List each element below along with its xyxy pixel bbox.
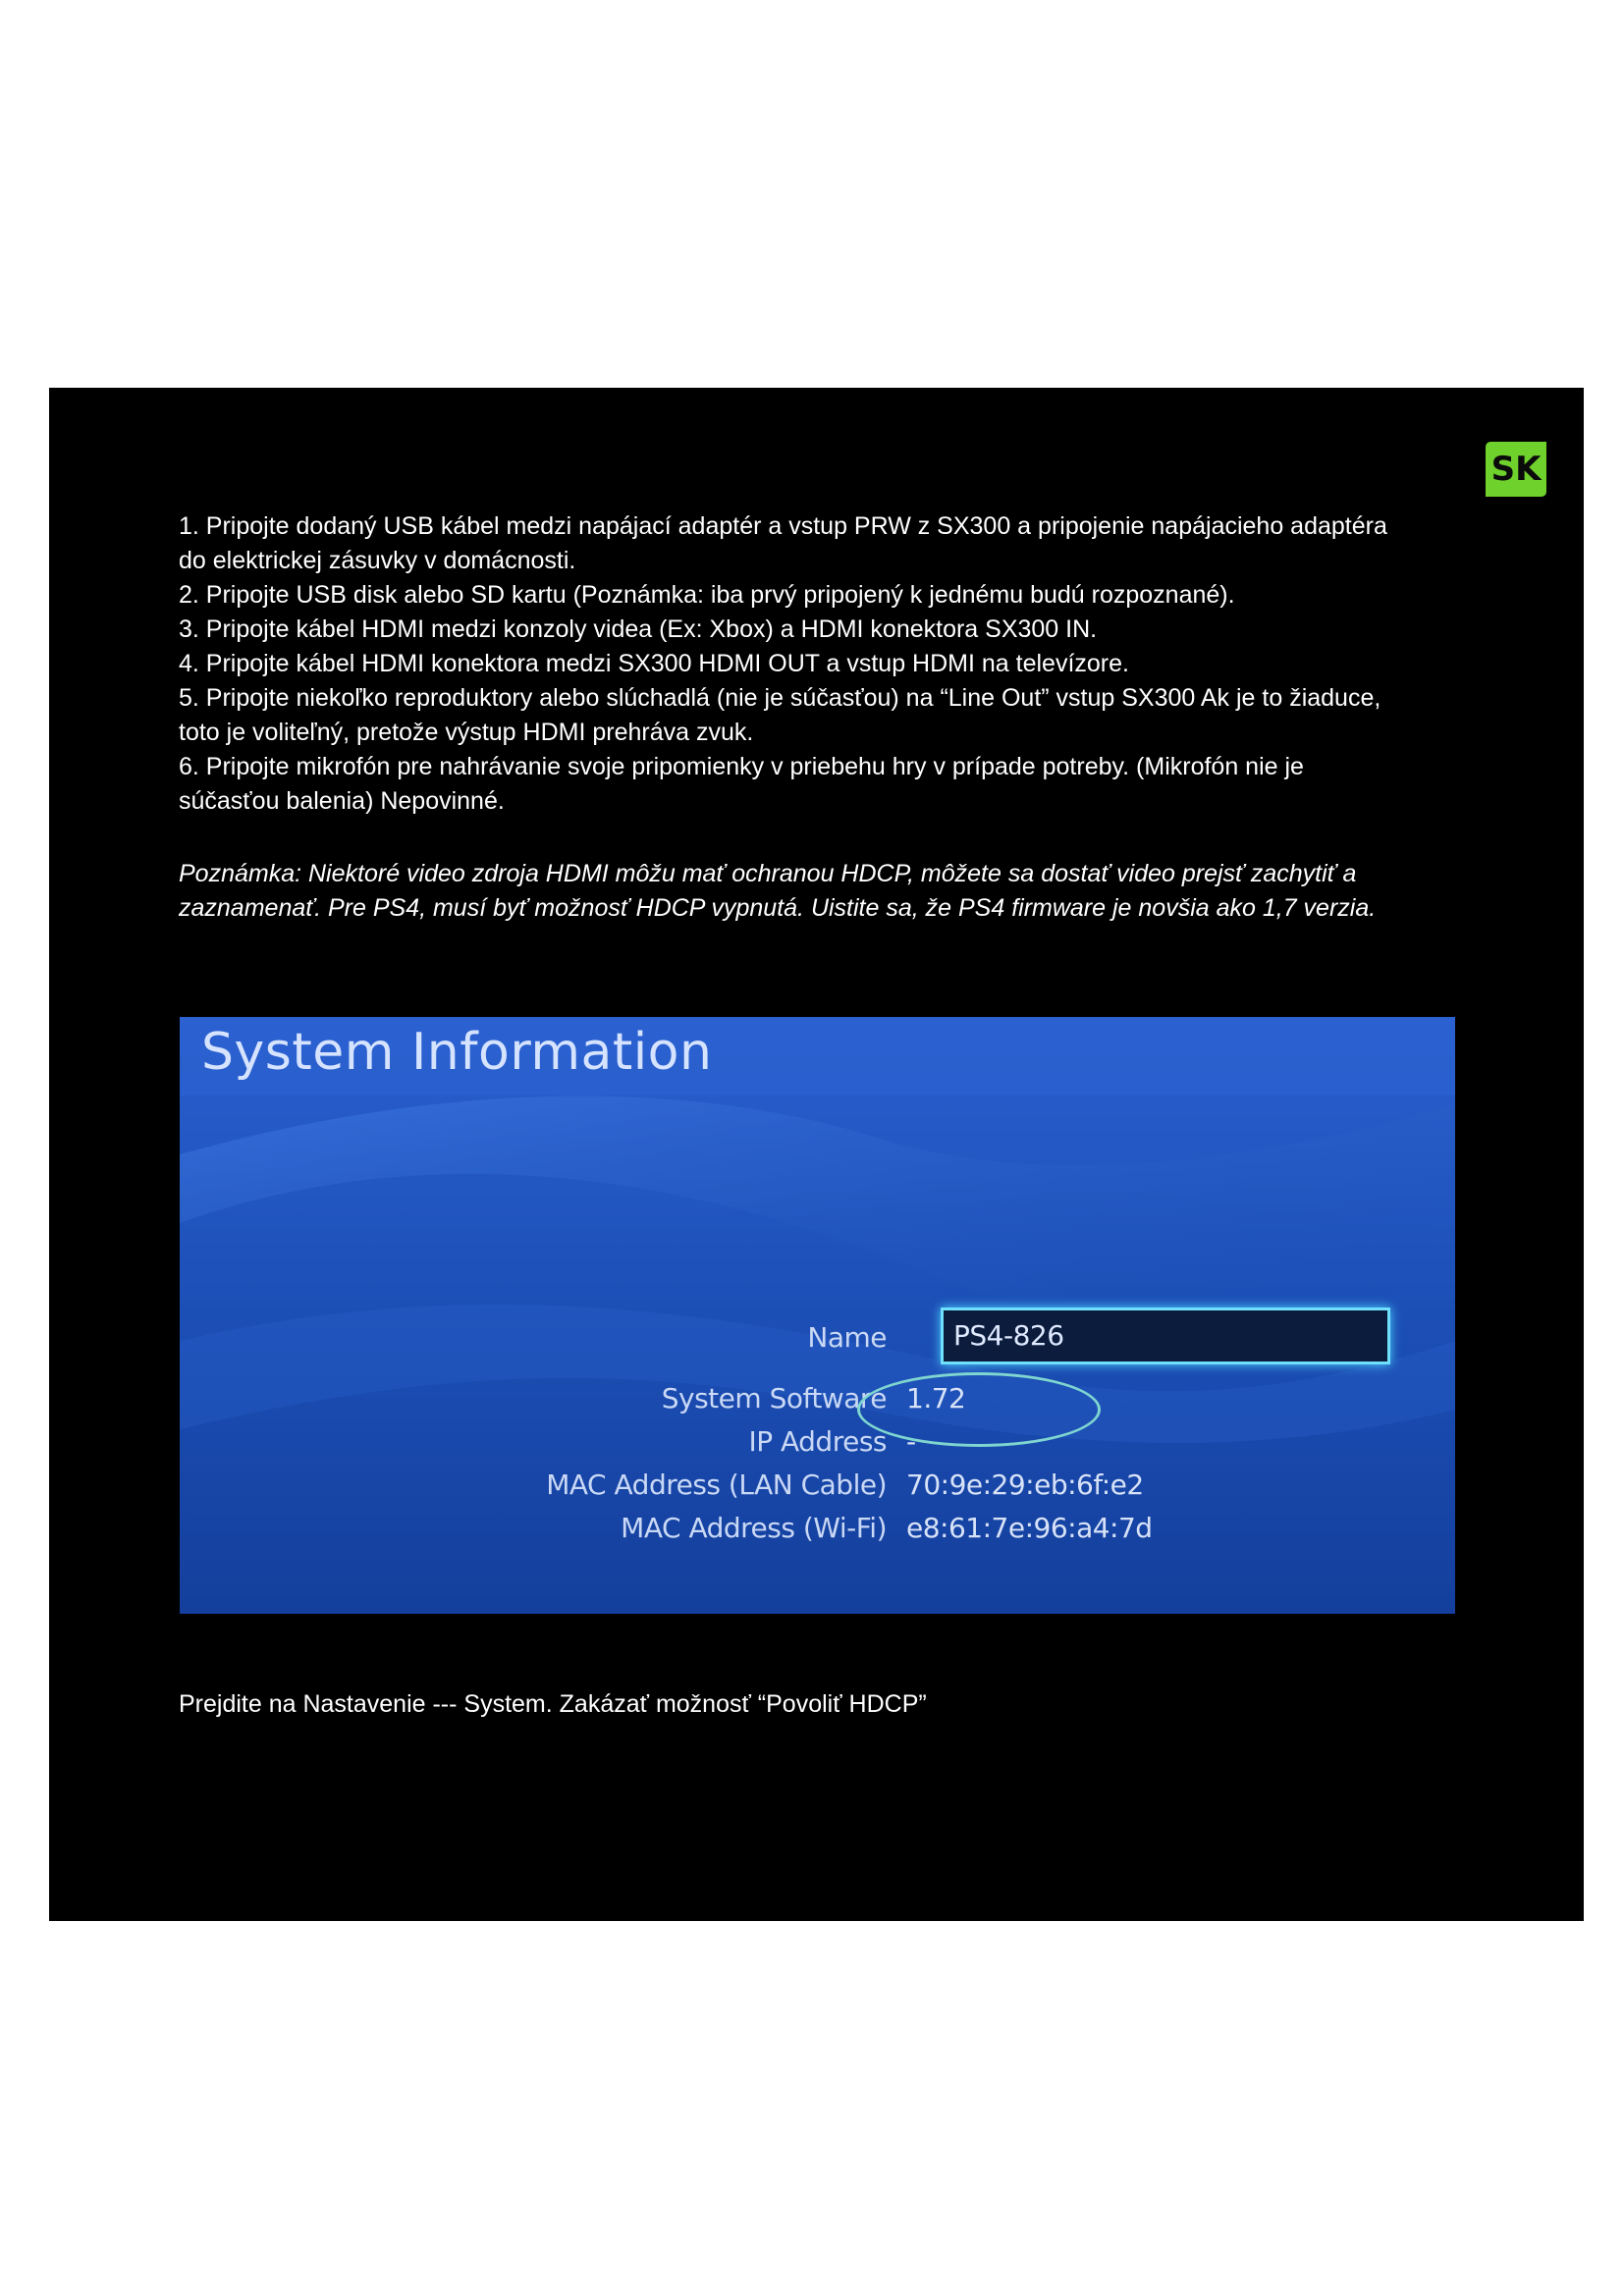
instruction-line: súčasťou balenia) Nepovinné.: [179, 787, 505, 815]
info-value: 70:9e:29:eb:6f:e2: [906, 1468, 1144, 1501]
instruction-line: do elektrickej zásuvky v domácnosti.: [179, 547, 576, 574]
instruction-line: 3. Pripojte kábel HDMI medzi konzoly videa (Ex: Xbox) a HDMI konektora SX300 IN.: [179, 615, 1098, 643]
info-label: IP Address: [748, 1425, 887, 1458]
instruction-line: 4. Pripojte kábel HDMI konektora medzi SX300 HDMI OUT a vstup HDMI na televízore.: [179, 650, 1129, 677]
note-line: zaznamenať. Pre PS4, musí byť možnosť HDCP vypnutá. Uistite sa, že PS4 firmware je novšia ako 1,7 verzia.: [179, 894, 1377, 922]
info-value: -: [906, 1425, 916, 1458]
footer-instruction: Prejdite na Nastavenie --- System. Zakázať možnosť “Povoliť HDCP”: [179, 1690, 927, 1718]
content-panel: [49, 388, 1584, 1921]
instruction-line: 6. Pripojte mikrofón pre nahrávanie svoje pripomienky v priebehu hry v prípade potreby. (Mikrofón nie je: [179, 753, 1304, 780]
instruction-line: 2. Pripojte USB disk alebo SD kartu (Poznámka: iba prvý pripojený k jednému budú rozpoznané).: [179, 581, 1235, 609]
info-row-mac-wifi: [523, 1507, 1407, 1550]
language-badge: SK: [1486, 442, 1546, 497]
info-label: Name: [807, 1321, 887, 1354]
software-version-highlight: [857, 1372, 1101, 1447]
info-value: e8:61:7e:96:a4:7d: [906, 1512, 1153, 1544]
info-label: System Software: [661, 1382, 887, 1415]
hdcp-note: [179, 857, 1524, 926]
instruction-line: toto je voliteľný, pretože výstup HDMI prehráva zvuk.: [179, 719, 754, 746]
info-row-mac-lan: [523, 1464, 1407, 1507]
instruction-line: 1. Pripojte dodaný USB kábel medzi napájací adaptér a vstup PRW z SX300 a pripojenie napájacieho adaptéra: [179, 512, 1387, 540]
info-label: MAC Address (Wi-Fi): [621, 1512, 887, 1544]
info-value: 1.72: [906, 1382, 966, 1415]
info-row-name: [523, 1316, 1407, 1360]
note-line: Poznámka: Niektoré video zdroja HDMI môžu mať ochranou HDCP, môžete sa dostať video prejsť zachytiť a: [179, 860, 1357, 887]
screen-title: System Information: [201, 1023, 713, 1082]
name-field-value: PS4-826: [953, 1319, 1064, 1352]
ps4-system-information-screenshot: [180, 1017, 1455, 1614]
instruction-line: 5. Pripojte niekoľko reproduktory alebo slúchadlá (nie je súčasťou) na “Line Out” vstup SX300 Ak je to žiaduce,: [179, 684, 1381, 712]
info-label: MAC Address (LAN Cable): [546, 1468, 887, 1501]
instructions-list: [179, 509, 1524, 819]
